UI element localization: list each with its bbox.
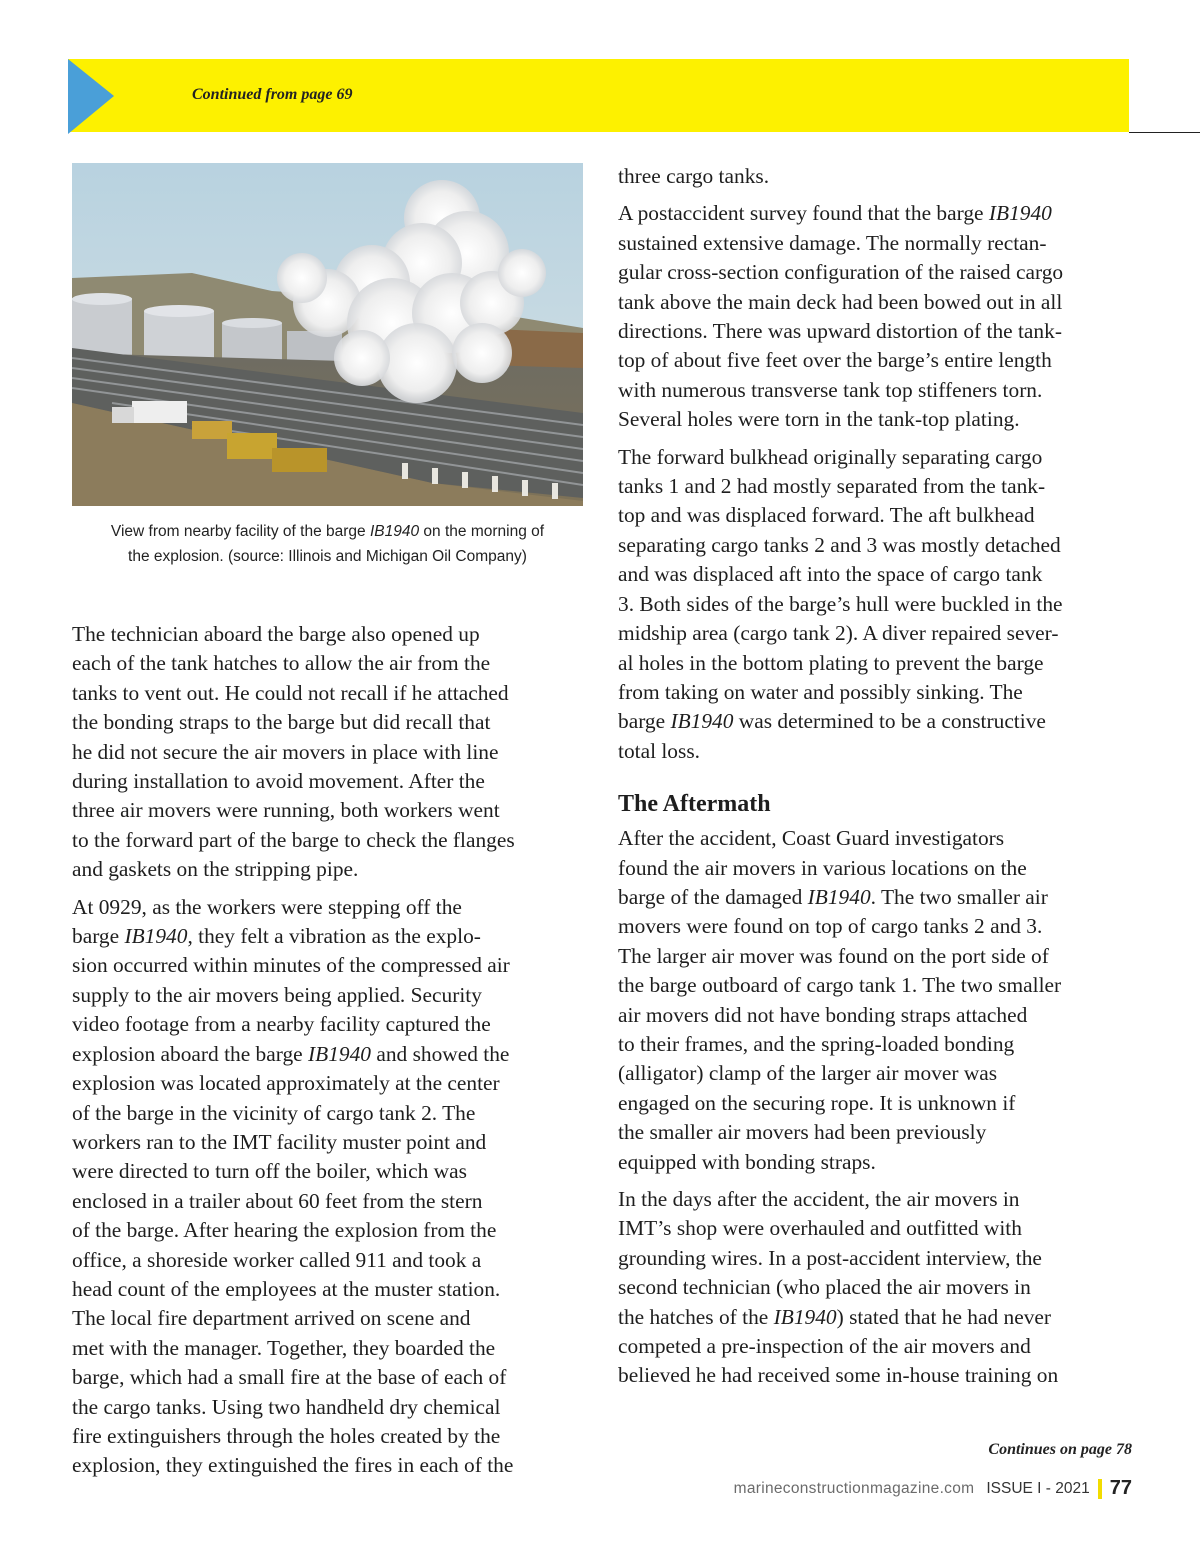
text-run: each of the tank hatches to allow the air from the bbox=[72, 651, 491, 676]
text-run: tanks to vent out. He could not recall if he attached bbox=[72, 680, 509, 705]
text-line bbox=[618, 1361, 1138, 1390]
text-line bbox=[618, 443, 1138, 472]
text-run: supply to the air movers being applied. Security bbox=[72, 982, 482, 1007]
text-line bbox=[618, 971, 1138, 1000]
text-run: explosion was located approximately at the center bbox=[72, 1071, 500, 1096]
page-number: 77 bbox=[1109, 1477, 1132, 1499]
continued-from-label: Continued from page 69 bbox=[192, 86, 353, 103]
caption-line: View from nearby facility of the barge IB1940 on the morning of bbox=[110, 523, 545, 540]
text-line bbox=[618, 737, 1138, 766]
vessel-name: IB1940 bbox=[308, 1041, 372, 1066]
text-line bbox=[618, 376, 1138, 405]
text-line bbox=[618, 824, 1138, 853]
text-run: engaged on the securing rope. It is unknown if bbox=[618, 1090, 1016, 1115]
text-run: the hatches of the bbox=[618, 1304, 774, 1329]
body-paragraph bbox=[618, 824, 1138, 1177]
text-line bbox=[618, 854, 1138, 883]
text-line bbox=[618, 229, 1138, 258]
caption-line: the explosion. (source: Illinois and Michigan Oil Company) bbox=[128, 548, 527, 565]
text-run: head count of the employees at the muster station. bbox=[72, 1276, 501, 1301]
text-line bbox=[72, 893, 587, 922]
text-line bbox=[618, 1059, 1138, 1088]
text-line bbox=[618, 649, 1138, 678]
explosion-photo bbox=[72, 163, 583, 506]
text-run: barge, which had a small fire at the base of each of bbox=[72, 1365, 507, 1390]
text-run: Several holes were torn in the tank-top plating. bbox=[618, 407, 1020, 432]
text-line bbox=[72, 1157, 587, 1186]
text-line bbox=[72, 855, 587, 884]
text-line bbox=[72, 981, 587, 1010]
text-line bbox=[618, 346, 1138, 375]
text-run: second technician (who placed the air movers in bbox=[618, 1275, 1031, 1300]
text-run: enclosed in a trailer about 60 feet from the stern bbox=[72, 1188, 483, 1213]
text-line bbox=[72, 1334, 587, 1363]
text-run: he did not secure the air movers in place with line bbox=[72, 739, 499, 764]
vessel-name: IB1940 bbox=[670, 709, 734, 734]
text-line bbox=[618, 678, 1138, 707]
vessel-name: IB1940 bbox=[988, 201, 1052, 226]
page-footer bbox=[734, 1477, 1132, 1500]
text-run: the bonding straps to the barge but did recall that bbox=[72, 710, 491, 735]
body-paragraph bbox=[618, 1185, 1138, 1391]
text-run: of the barge. After hearing the explosion from the bbox=[72, 1218, 497, 1243]
text-line bbox=[618, 317, 1138, 346]
text-line bbox=[72, 1422, 587, 1451]
text-run: The larger air mover was found on the port side of bbox=[618, 943, 1049, 968]
text-line bbox=[72, 951, 587, 980]
text-run: al holes in the bottom plating to prevent the barge bbox=[618, 650, 1044, 675]
text-run: sion occurred within minutes of the compressed air bbox=[72, 953, 510, 978]
text-line bbox=[72, 738, 587, 767]
text-run: In the days after the accident, the air movers in bbox=[618, 1187, 1020, 1211]
text-line bbox=[618, 1214, 1138, 1243]
text-run: to their frames, and the spring-loaded bonding bbox=[618, 1031, 1015, 1056]
figure-caption bbox=[72, 519, 583, 569]
text-run: from taking on water and possibly sinking. The bbox=[618, 679, 1023, 704]
text-line bbox=[72, 1187, 587, 1216]
text-line bbox=[72, 796, 587, 825]
vessel-name: IB1940 bbox=[773, 1304, 837, 1329]
text-run: top of about five feet over the barge’s entire length bbox=[618, 348, 1052, 373]
text-run: ) stated that he had never bbox=[836, 1304, 1052, 1329]
text-line bbox=[72, 679, 587, 708]
text-line bbox=[72, 1275, 587, 1304]
text-run: tank above the main deck had been bowed out in all bbox=[618, 289, 1063, 314]
body-paragraph bbox=[618, 199, 1138, 434]
text-run: equipped with bonding straps. bbox=[618, 1149, 876, 1174]
text-line bbox=[72, 767, 587, 796]
text-run: found the air movers in various locations on the bbox=[618, 855, 1027, 880]
text-line bbox=[72, 1069, 587, 1098]
text-run: the cargo tanks. Using two handheld dry chemical bbox=[72, 1394, 501, 1419]
text-run: midship area (cargo tank 2). A diver repaired sever- bbox=[618, 621, 1059, 646]
text-line bbox=[72, 1216, 587, 1245]
text-run: separating cargo tanks 2 and 3 was mostly detached bbox=[618, 532, 1061, 557]
text-run: barge of the damaged bbox=[618, 884, 808, 909]
text-run: explosion aboard the barge bbox=[72, 1041, 309, 1066]
vessel-name: IB1940 bbox=[807, 884, 871, 909]
text-run: was determined to be a constructive bbox=[733, 709, 1046, 734]
banner-arrow-icon bbox=[68, 59, 114, 134]
text-run: three cargo tanks. bbox=[618, 164, 770, 188]
footer-divider bbox=[1098, 1479, 1102, 1499]
text-run: video footage from a nearby facility captured the bbox=[72, 1012, 491, 1037]
text-line bbox=[72, 1246, 587, 1275]
text-line bbox=[618, 1118, 1138, 1147]
text-line bbox=[618, 1332, 1138, 1361]
text-line bbox=[618, 707, 1138, 736]
text-run: top and was displaced forward. The aft bulkhead bbox=[618, 503, 1035, 528]
text-run: met with the manager. Together, they boarded the bbox=[72, 1335, 496, 1360]
text-run: . The two smaller air bbox=[870, 884, 1048, 909]
text-line bbox=[618, 288, 1138, 317]
section-heading: The Aftermath bbox=[618, 791, 771, 818]
text-run: After the accident, Coast Guard investigators bbox=[618, 826, 1005, 851]
text-line bbox=[618, 1303, 1138, 1332]
text-run: The forward bulkhead originally separating cargo bbox=[618, 444, 1043, 469]
text-run: The local fire department arrived on scene and bbox=[72, 1306, 471, 1331]
text-line bbox=[618, 883, 1138, 912]
footer-issue: ISSUE I - 2021 bbox=[986, 1479, 1090, 1497]
text-line bbox=[618, 1148, 1138, 1177]
text-line bbox=[618, 1273, 1138, 1302]
text-run: believed he had received some in-house training on bbox=[618, 1363, 1059, 1388]
text-run: the smaller air movers had been previously bbox=[618, 1120, 987, 1145]
footer-site: marineconstructionmagazine.com bbox=[733, 1479, 975, 1497]
body-paragraph bbox=[72, 893, 587, 1481]
text-line bbox=[618, 1185, 1138, 1214]
header-rule bbox=[1129, 132, 1200, 133]
text-run: fire extinguishers through the holes created by the bbox=[72, 1423, 501, 1448]
vessel-name: IB1940 bbox=[124, 924, 188, 949]
text-line bbox=[72, 1304, 587, 1333]
text-line bbox=[618, 258, 1138, 287]
body-paragraph bbox=[72, 620, 587, 885]
text-run: of the barge in the vicinity of cargo tank 2. The bbox=[72, 1100, 476, 1125]
text-run: barge bbox=[618, 709, 671, 734]
text-line bbox=[72, 708, 587, 737]
text-run: workers ran to the IMT facility muster point and bbox=[72, 1129, 487, 1154]
text-line bbox=[618, 590, 1138, 619]
text-line bbox=[72, 826, 587, 855]
text-run: 3. Both sides of the barge’s hull were buckled in the bbox=[618, 591, 1063, 616]
text-run: total loss. bbox=[618, 738, 701, 763]
text-line bbox=[72, 649, 587, 678]
text-run: competed a pre-inspection of the air movers and bbox=[618, 1334, 1031, 1359]
text-line bbox=[618, 1030, 1138, 1059]
text-line bbox=[618, 531, 1138, 560]
text-line bbox=[72, 1393, 587, 1422]
text-line bbox=[618, 1244, 1138, 1273]
text-line bbox=[618, 619, 1138, 648]
text-run: explosion, they extinguished the fires in each of the bbox=[72, 1453, 514, 1478]
text-line bbox=[618, 1001, 1138, 1030]
text-run: A postaccident survey found that the barge bbox=[618, 201, 989, 226]
text-run: to the forward part of the barge to check the flanges bbox=[72, 827, 515, 852]
text-line bbox=[72, 1451, 587, 1480]
text-run: were directed to turn off the boiler, which was bbox=[72, 1159, 467, 1184]
text-line bbox=[618, 199, 1138, 228]
text-line bbox=[72, 1040, 587, 1069]
text-run: IMT’s shop were overhauled and outfitted with bbox=[618, 1216, 1022, 1241]
text-line bbox=[72, 1099, 587, 1128]
text-line bbox=[618, 405, 1138, 434]
text-run: office, a shoreside worker called 911 and took a bbox=[72, 1247, 482, 1272]
text-run: directions. There was upward distortion of the tank- bbox=[618, 319, 1062, 344]
text-line bbox=[72, 922, 587, 951]
text-run: The technician aboard the barge also opened up bbox=[72, 622, 480, 646]
text-line bbox=[618, 501, 1138, 530]
body-paragraph bbox=[618, 162, 1138, 191]
text-run: three air movers were running, both workers went bbox=[72, 798, 500, 823]
left-column bbox=[72, 620, 587, 1489]
text-run: air movers did not have bonding straps attached bbox=[618, 1002, 1028, 1027]
text-run: tanks 1 and 2 had mostly separated from the tank- bbox=[618, 474, 1046, 499]
text-run: and gaskets on the stripping pipe. bbox=[72, 857, 359, 882]
continues-on-label: Continues on page 78 bbox=[988, 1441, 1132, 1458]
text-run: sustained extensive damage. The normally rectan- bbox=[618, 230, 1047, 255]
text-run: and showed the bbox=[371, 1041, 510, 1066]
text-line bbox=[618, 472, 1138, 501]
text-run: and was displaced aft into the space of cargo tank bbox=[618, 562, 1043, 587]
text-line bbox=[618, 1089, 1138, 1118]
text-line bbox=[72, 1128, 587, 1157]
text-run: grounding wires. In a post-accident interview, the bbox=[618, 1245, 1042, 1270]
text-line bbox=[72, 620, 587, 649]
text-line bbox=[618, 560, 1138, 589]
text-line bbox=[618, 942, 1138, 971]
text-run: , they felt a vibration as the explo- bbox=[187, 924, 481, 949]
text-line bbox=[618, 162, 1138, 191]
text-run: (alligator) clamp of the larger air mover was bbox=[618, 1061, 998, 1086]
text-run: with numerous transverse tank top stiffeners torn. bbox=[618, 377, 1043, 402]
text-run: movers were found on top of cargo tanks 2 and 3. bbox=[618, 914, 1043, 939]
text-line bbox=[72, 1363, 587, 1392]
text-run: At 0929, as the workers were stepping off the bbox=[72, 894, 462, 919]
text-run: the barge outboard of cargo tank 1. The two smaller bbox=[618, 973, 1062, 998]
right-column bbox=[618, 162, 1138, 1399]
text-run: gular cross-section configuration of the raised cargo bbox=[618, 260, 1064, 285]
text-line bbox=[618, 912, 1138, 941]
text-run: barge bbox=[72, 924, 125, 949]
text-run: during installation to avoid movement. After the bbox=[72, 769, 485, 794]
text-line bbox=[72, 1010, 587, 1039]
body-paragraph bbox=[618, 443, 1138, 766]
